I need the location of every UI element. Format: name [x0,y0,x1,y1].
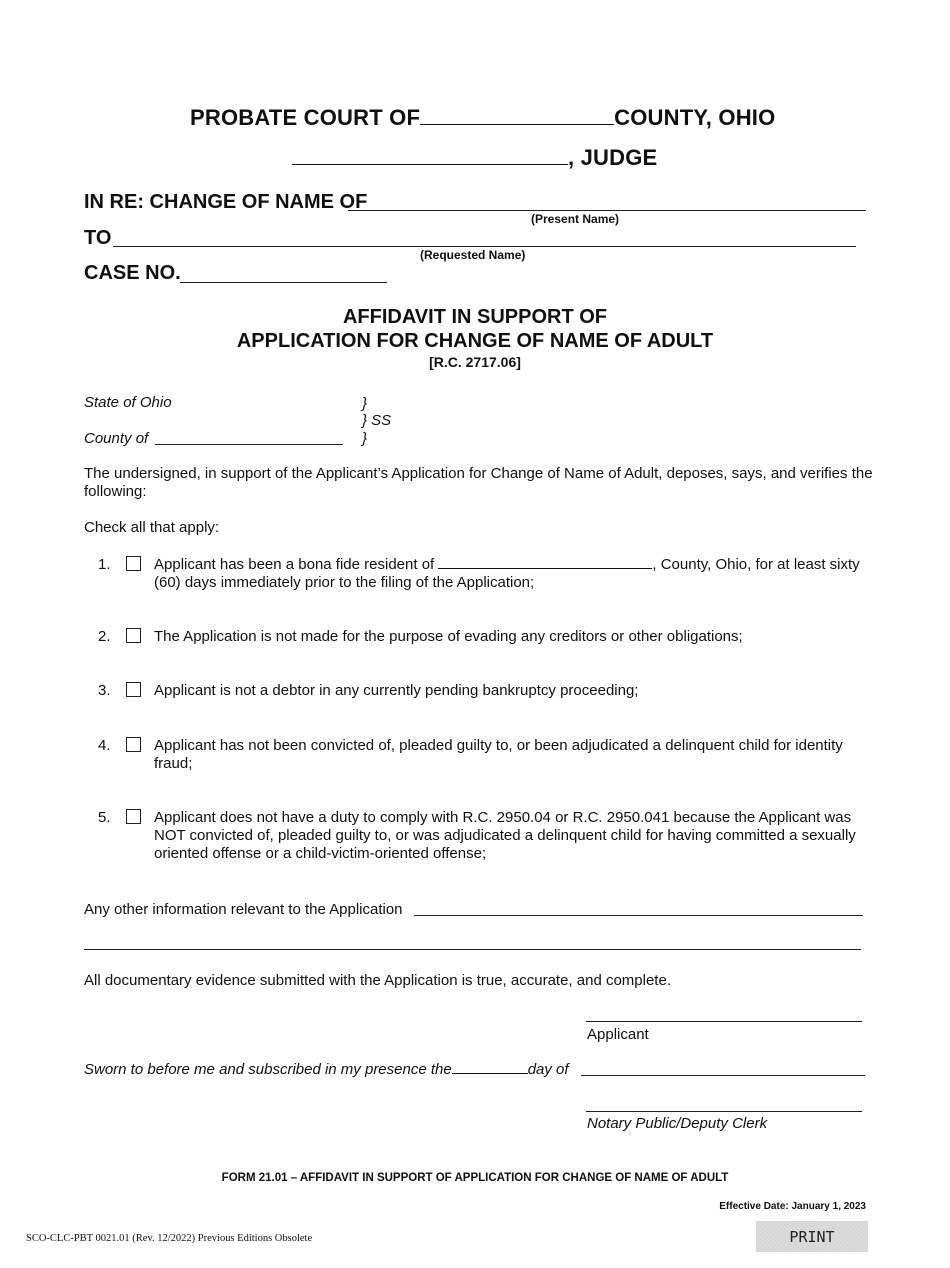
item-1-text-a: Applicant has been a bona fide resident of [154,556,435,573]
item-5-text: Applicant does not have a duty to comply with R.C. 2950.04 or R.C. 2950.041 because the Applicant was NOT convicted of, pleaded guilty to, or was adjudicated a delinquent child for having committed a sexually oriented offense or a child-victim-oriented offense; [154,809,856,862]
to-label: TO [84,227,112,249]
title-line2: APPLICATION FOR CHANGE OF NAME OF ADULT [236,330,714,352]
county-label: County of [84,430,149,447]
applicant-signature-line[interactable] [586,1021,862,1022]
print-button[interactable]: PRINT [756,1221,868,1252]
requested-name-field[interactable] [113,246,856,247]
state-label: State of Ohio [84,394,172,411]
item-3-checkbox[interactable] [126,682,141,697]
sworn-statement [84,1061,569,1079]
sworn-part1: Sworn to before me and subscribed in my presence the [84,1061,452,1078]
judge-line [292,145,657,171]
item-2-checkbox[interactable] [126,628,141,643]
form-title-footer: FORM 21.01 – AFFIDAVIT IN SUPPORT OF APPLICATION FOR CHANGE OF NAME OF ADULT [221,1172,729,1184]
item-4-text: Applicant has not been convicted of, pleaded guilty to, or been adjudicated a delinquent child for identity fraud; [154,737,843,772]
sworn-part2: day of [527,1061,569,1078]
item-1-checkbox[interactable] [126,556,141,571]
item-3-number: 3. [98,682,111,699]
item-2-text: The Application is not made for the purpose of evading any creditors or other obligations; [154,628,743,645]
item-2-number: 2. [98,628,111,645]
item-3-text: Applicant is not a debtor in any currently pending bankruptcy proceeding; [154,682,639,699]
court-heading [190,105,775,131]
in-re-label: IN RE: CHANGE OF NAME OF [84,191,368,213]
other-info-field-1[interactable] [414,915,863,916]
case-no-label: CASE NO. [84,262,181,284]
brace-bottom: } [362,430,368,447]
residence-county-blank[interactable] [438,568,652,569]
item-4-number: 4. [98,737,111,754]
effective-date: Effective Date: January 1, 2023 [719,1201,866,1212]
sworn-month-field[interactable] [581,1075,865,1076]
item-5-checkbox[interactable] [126,809,141,824]
evidence-statement: All documentary evidence submitted with the Application is true, accurate, and complete. [84,972,671,989]
check-all-instruction: Check all that apply: [84,519,220,536]
applicant-label: Applicant [587,1026,649,1043]
county-blank[interactable] [420,124,614,125]
statute-reference: [R.C. 2717.06] [429,354,521,370]
item-5-number: 5. [98,809,111,826]
case-no-field[interactable] [180,282,387,283]
court-prefix: PROBATE COURT OF [190,105,421,130]
other-info-label: Any other information relevant to the Application [84,901,403,918]
requested-name-caption: (Requested Name) [420,248,526,262]
other-info-field-2[interactable] [84,949,861,950]
item-1-text [154,556,874,592]
sworn-day-blank[interactable] [452,1073,528,1074]
judge-name-blank[interactable] [292,164,568,165]
intro-paragraph: The undersigned, in support of the Applicant’s Application for Change of Name of Adult, deposes, says, and verifies the following: [84,465,873,500]
venue-county-field[interactable] [155,444,343,445]
title-line1: AFFIDAVIT IN SUPPORT OF [342,306,608,328]
brace-top: } [362,395,368,412]
present-name-field[interactable] [348,210,866,211]
court-suffix: COUNTY, OHIO [614,105,776,130]
item-1-number: 1. [98,556,111,573]
item-1-text-b: , County, Ohio, for at least sixty (60) days immediately prior to the filing of the Application; [154,556,860,591]
notary-signature-line[interactable] [586,1111,862,1112]
present-name-caption: (Present Name) [531,212,620,226]
form-code: SCO-CLC-PBT 0021.01 (Rev. 12/2022) Previous Editions Obsolete [26,1233,313,1244]
item-4-checkbox[interactable] [126,737,141,752]
notary-label: Notary Public/Deputy Clerk [587,1115,768,1132]
judge-suffix: , JUDGE [568,145,658,170]
brace-ss: } SS [362,412,392,429]
